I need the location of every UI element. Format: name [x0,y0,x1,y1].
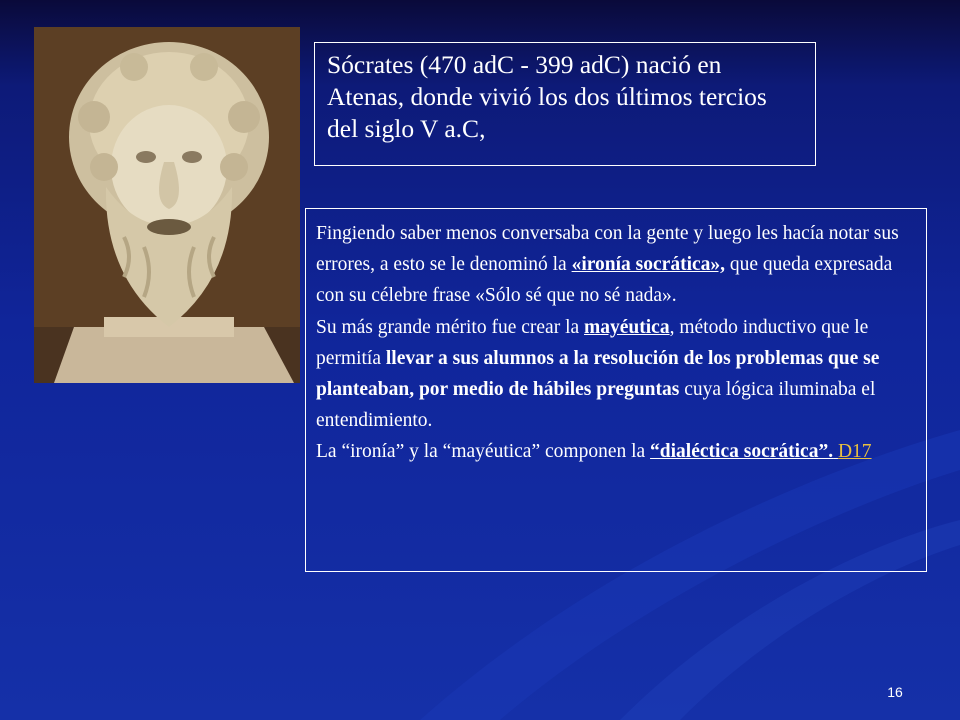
p1-text-3: que queda expresada con su célebre frase «Sólo sé que no sé nada». [316,254,893,307]
body-text-box [305,208,927,572]
ironia-socratica-term: «ironía socrática», [571,254,726,276]
p2-text-1: Su más grande mérito fue crear la [316,316,585,338]
p1-text-1: Fingiendo saber menos conversaba con la gente y luego les hacía notar sus errores, a esto se le denominó la [316,223,899,276]
paragraph-irony [316,218,916,312]
title-box [314,42,816,166]
p2-bold-text: llevar a sus alumnos a la resolución de los problemas que se planteaban, por medio de hábiles preguntas [316,347,880,401]
page-number: 16 [887,684,903,700]
p2-text-3: , método inductivo que le permitía [316,316,869,369]
p3-text-1: La “ironía” y la “mayéutica” componen la [316,441,651,463]
paragraph-dialectica [316,436,916,467]
title-text: Sócrates (470 adC - 399 adC) nació en Atenas, donde vivió los dos últimos tercios del siglo V a.C, [327,50,767,143]
mayeutica-term: mayéutica [584,316,670,338]
d17-link[interactable]: D17 [837,441,872,463]
bust-illustration [34,27,300,383]
socrates-bust-image [34,27,300,383]
dialectica-socratica-term: “dialéctica socrática”. [650,441,834,463]
p2-text-5: cuya lógica iluminaba el entendimiento. [316,379,876,432]
paragraph-mayeutica [316,312,916,437]
